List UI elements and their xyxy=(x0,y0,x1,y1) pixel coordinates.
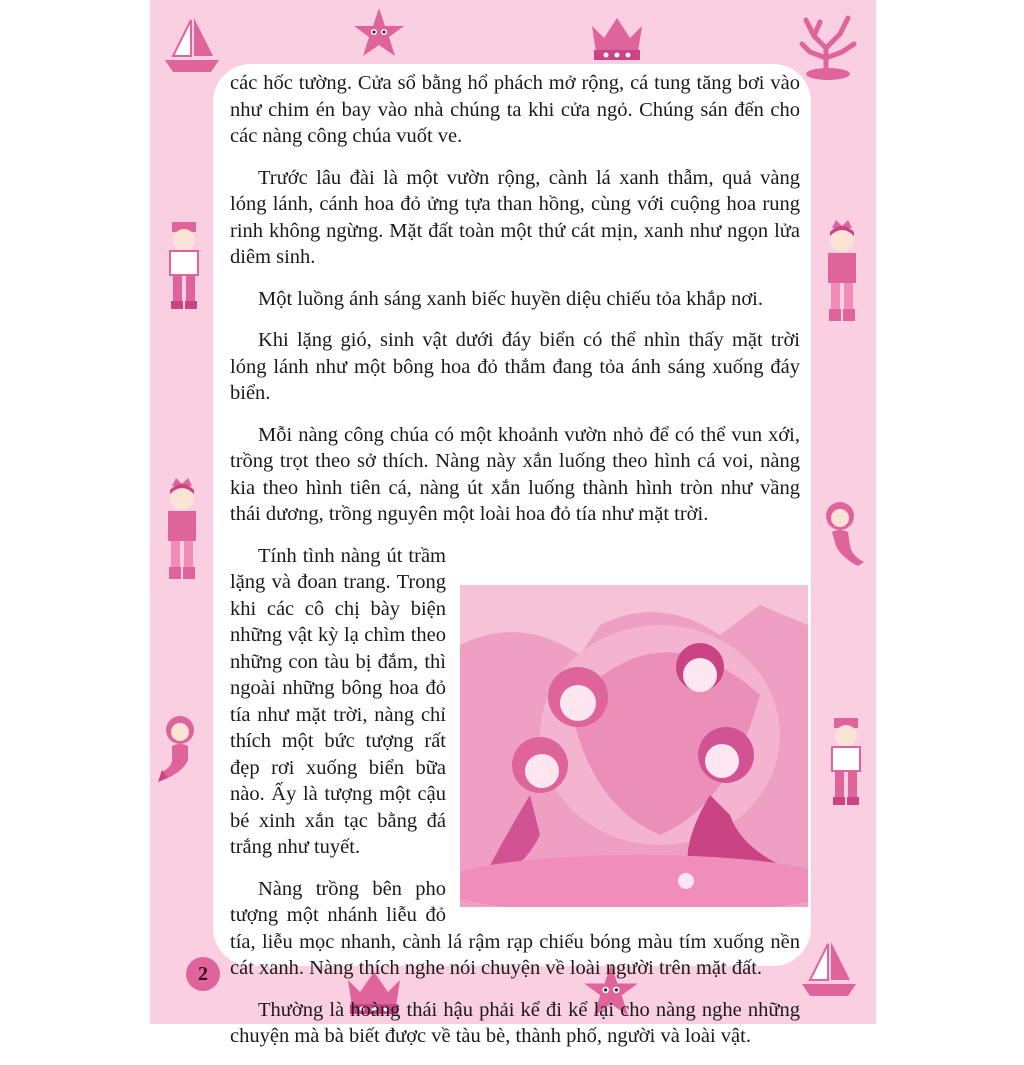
paragraph: Một luồng ánh sáng xanh biếc huyền diệu chiếu tỏa khắp nơi. xyxy=(258,287,764,310)
mermaid-icon xyxy=(154,712,210,782)
paragraph: Nàng trồng bên pho tượng một nhánh liễu đỏ tía, liễu mọc nhanh, cành lá rậm rạp chiếu bóng màu tím xuống nền cát xanh. Nàng thích nghe nói chuyện về loài người trên mặt đất. xyxy=(230,877,800,979)
mermaids-illustration xyxy=(460,585,808,907)
sailor-boy-icon xyxy=(162,220,206,314)
starfish-icon xyxy=(352,6,406,60)
paragraph: Khi lặng gió, sinh vật dưới đáy biển có thể nhìn thấy mặt trời lóng lánh như một bông hoa đỏ thắm đang tỏa ánh sáng xuống đáy biển. xyxy=(230,329,800,404)
paragraph: Trước lâu đài là một vườn rộng, cành lá xanh thẫm, quả vàng lóng lánh, cánh hoa đỏ ửng tựa than hồng, cùng với cuộng hoa rung rinh không ngừng. Mặt đất toàn một thứ cát mịn, xanh như ngọn lửa diêm sinh. xyxy=(230,166,800,268)
prince-icon xyxy=(160,476,204,584)
sailboat-icon xyxy=(800,936,858,1002)
page-number: 2 xyxy=(186,957,220,991)
mermaid-icon xyxy=(814,496,866,568)
paragraph: Mỗi nàng công chúa có một khoảnh vườn nhỏ để có thể vun xới, trồng trọt theo sở thích. Nàng này xắn luống theo hình cá voi, nàng kia theo hình tiên cá, nàng út xắn luống thành hình tròn như vầng thái dương, trồng nguyên một loài hoa đỏ tía như mặt trời. xyxy=(230,423,800,525)
sailboat-icon xyxy=(163,14,221,76)
paragraph: Thường là hoàng thái hậu phải kể đi kể lại cho nàng nghe những chuyện mà bà biết được về tàu bè, thành phố, người và loài vật. xyxy=(230,998,800,1047)
prince-icon xyxy=(822,218,862,326)
coral-icon xyxy=(796,8,860,80)
illustrated-section xyxy=(230,543,800,982)
sailor-boy-icon xyxy=(824,716,868,810)
story-text xyxy=(230,70,800,1065)
paragraph: các hốc tường. Cửa sổ bằng hổ phách mở rộng, cá tung tăng bơi vào như chim én bay vào nhà chúng ta khi cửa ngỏ. Chúng sán đến cho các nàng công chúa vuốt ve. xyxy=(230,72,800,147)
crown-icon xyxy=(588,12,646,62)
paragraph: Tính tình nàng út trầm lặng và đoan trang. Trong khi các cô chị bày biện những vật kỳ lạ chìm theo những con tàu bị đắm, thì ngoài những bông hoa đỏ tía như mặt trời, nàng chỉ thích một bức tượng rất đẹp rơi xuống biển bữa nào. Ấy là tượng một cậu bé xinh xắn tạc bằng đá trắng như tuyết. xyxy=(230,544,446,858)
